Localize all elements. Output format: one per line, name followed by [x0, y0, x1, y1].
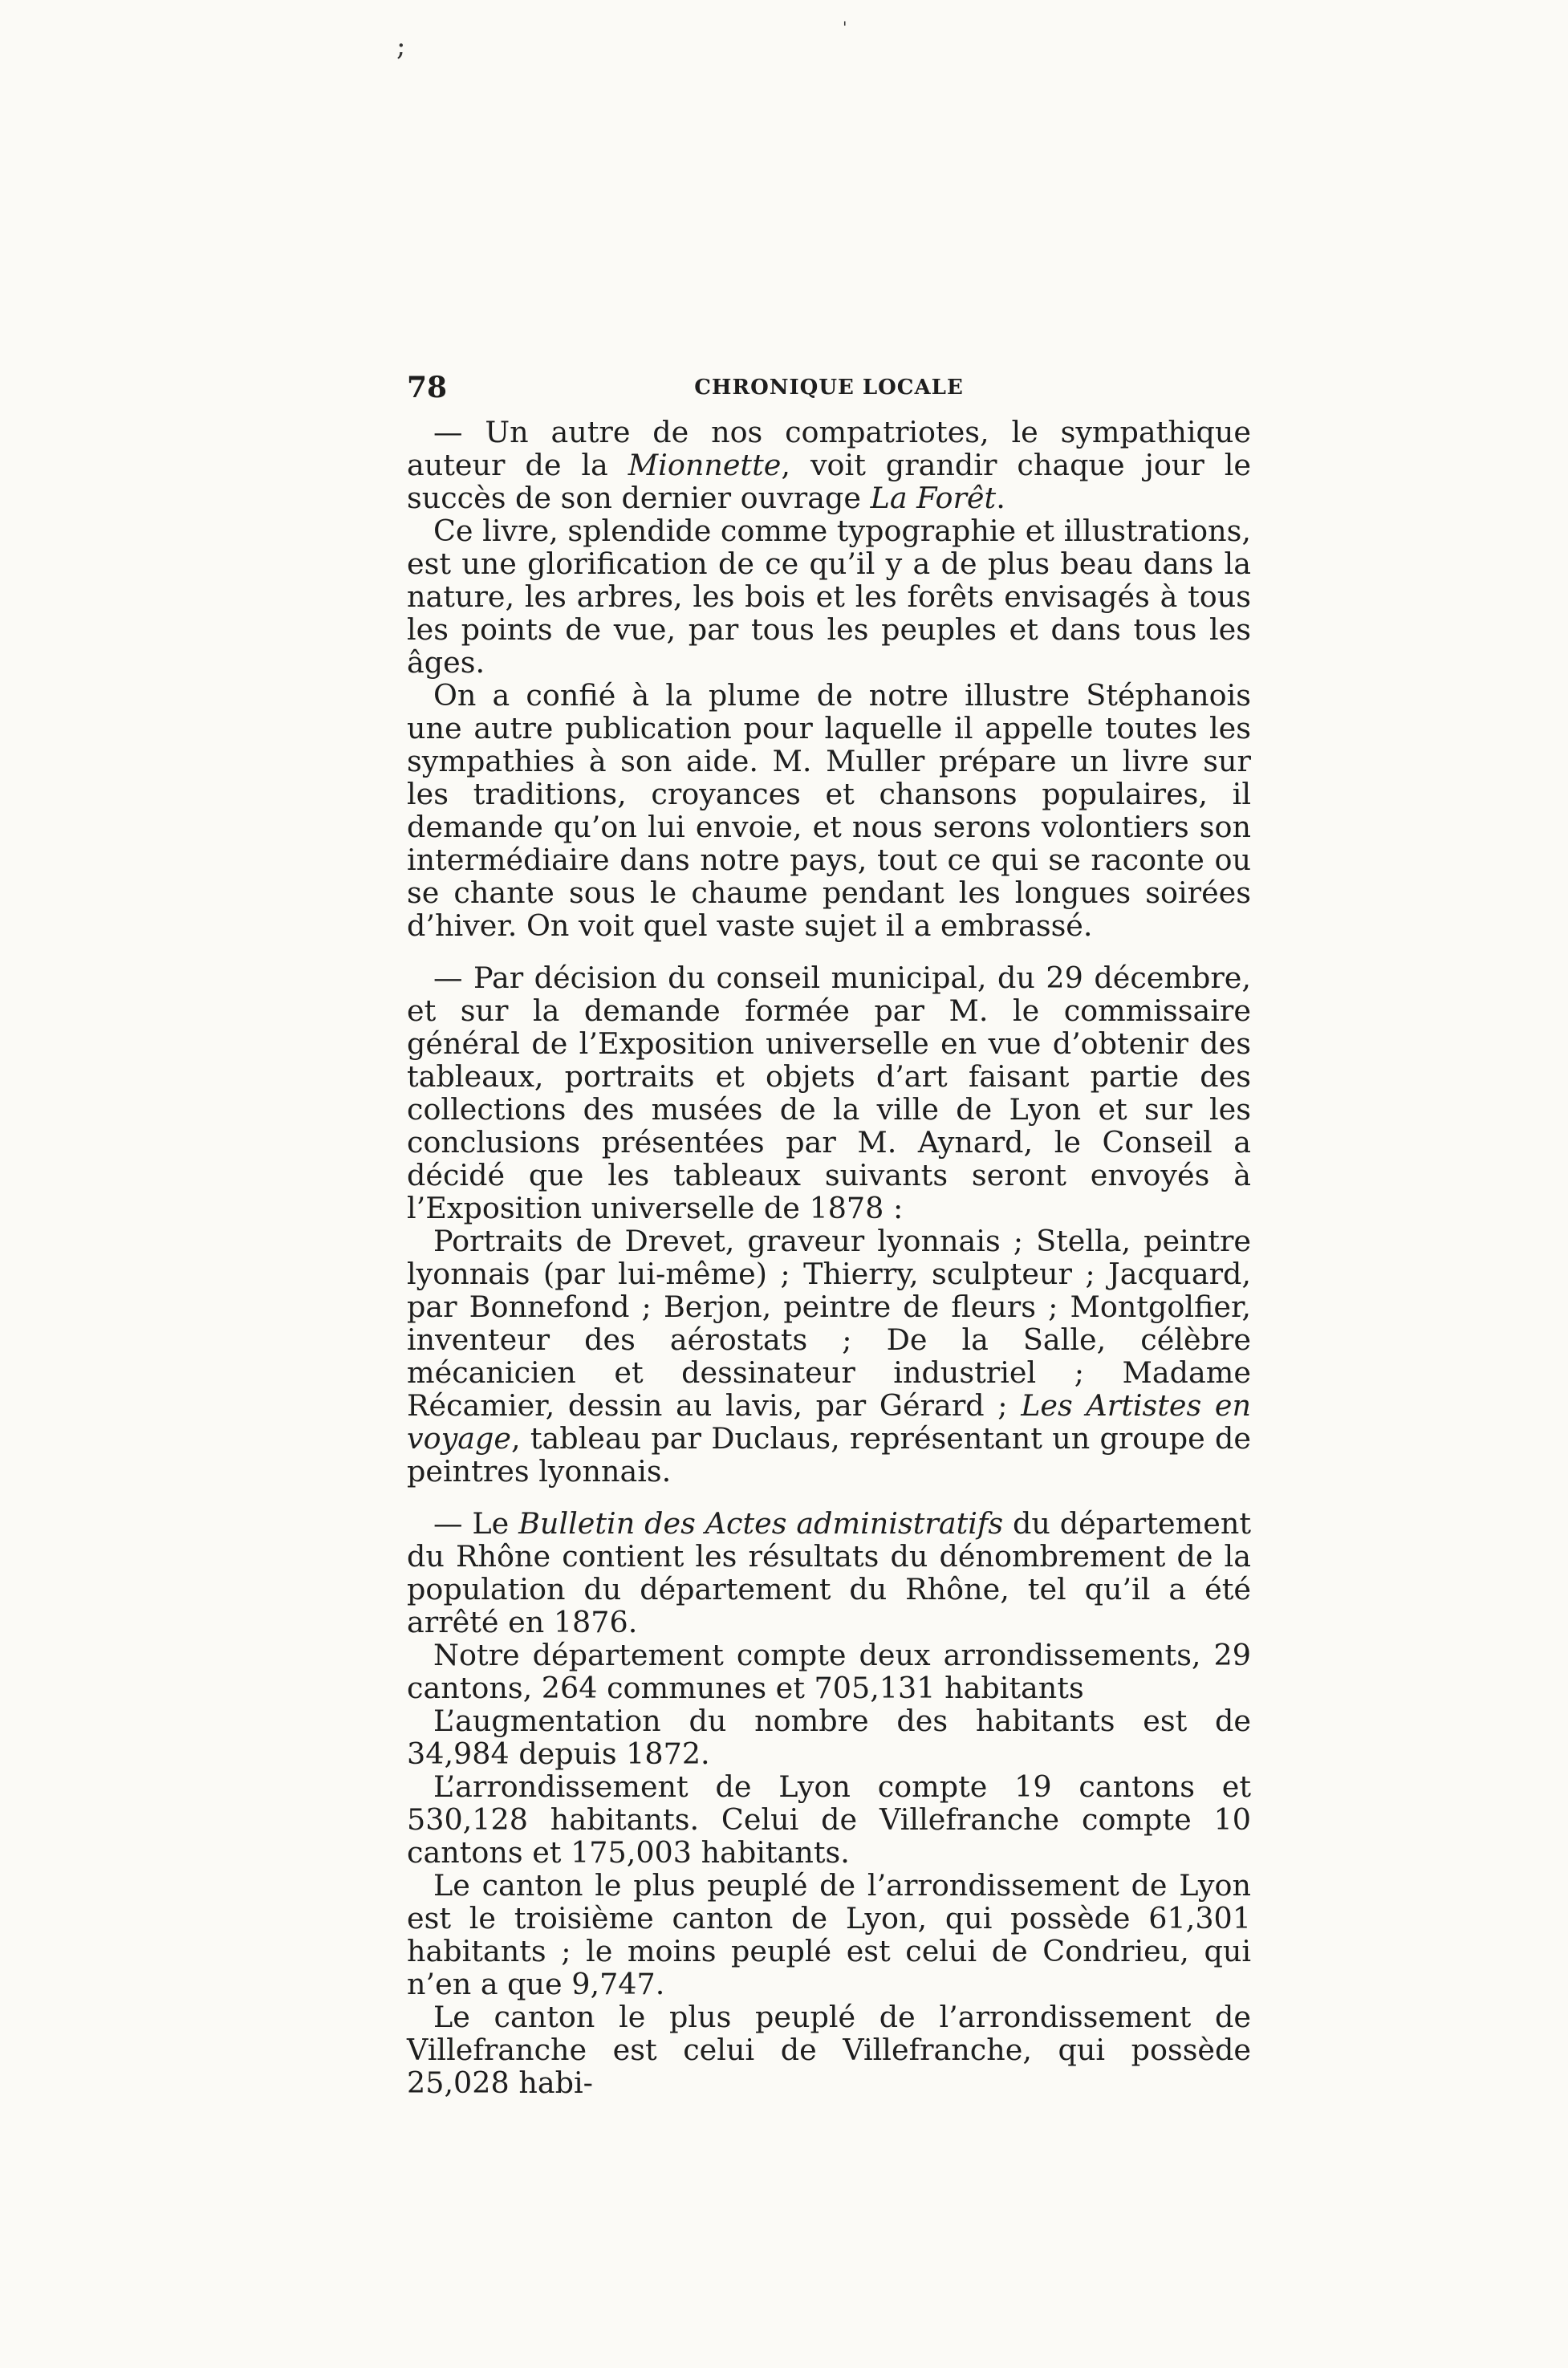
page-speck: ; [396, 30, 406, 63]
paragraph: Ce livre, splendide comme typographie et illustrations, est une glorification de ce qu’il y a de plus beau dans la nature, les arbres, les bois et les forêts envisagés à tous les points de vue, par tous les peuples et dans tous les âges. [407, 514, 1251, 680]
paragraph: Le canton le plus peuplé de l’arrondissement de Villefranche est celui de Villefranche, qui possède 25,028 habi- [407, 2000, 1251, 2100]
paragraph: Le canton le plus peuplé de l’arrondissement de Lyon est le troisième canton de Lyon, qui possède 61,301 habitants ; le moins peuplé est celui de Condrieu, qui n’en a que 9,747. [407, 1868, 1251, 2001]
page-header [407, 371, 1251, 406]
paragraph: — Un autre de nos compatriotes, le sympathique auteur de la Mionnette, voit grandir chaque jour le succès de son dernier ouvrage La Forêt. [407, 415, 1252, 515]
running-head: CHRONIQUE LOCALE [694, 376, 964, 400]
paragraph: Portraits de Drevet, graveur lyonnais ; Stella, peintre lyonnais (par lui-même) ; Thierry, sculpteur ; Jacquard, par Bonnefond ; Berjon, peintre de fleurs ; Montgolfier, inventeur des aérostats ; De la Salle, célèbre mécanicien et dessinateur industriel ; Madame Récamier, dessin au lavis, par Gérard ; Les Artistes en voyage, tableau par Duclaus, représentant un groupe de peintres lyonnais. [407, 1224, 1251, 1489]
text-column [407, 416, 1251, 2099]
page-speck: ' [843, 18, 847, 37]
paragraph: — Le Bulletin des Actes administratifs du département du Rhône contient les résultats du dénombrement de la population du département du Rhône, tel qu’il a été arrêté en 1876. [407, 1506, 1252, 1639]
paragraph: L’augmentation du nombre des habitants est de 34,984 depuis 1872. [407, 1704, 1251, 1771]
page-number: 78 [407, 371, 448, 404]
paragraph: On a confié à la plume de notre illustre Stéphanois une autre publication pour laquelle il appelle toutes les sympathies à son aide. M. Muller prépare un livre sur les traditions, croyances et chansons populaires, il demande qu’on lui envoie, et nous serons volontiers son intermédiaire dans notre pays, tout ce qui se raconte ou se chante sous le chaume pendant les longues soirées d’hiver. On voit quel vaste sujet il a embrassé. [407, 678, 1251, 943]
paragraph: — Par décision du conseil municipal, du 29 décembre, et sur la demande formée par M. le commissaire général de l’Exposition universelle en vue d’obtenir des tableaux, portraits et objets d’art faisant partie des collections des musées de la ville de Lyon et sur les conclusions présentées par M. Aynard, le Conseil a décidé que les tableaux suivants seront envoyés à l’Exposition universelle de 1878 : [407, 961, 1251, 1225]
paragraph: L’arrondissement de Lyon compte 19 cantons et 530,128 habitants. Celui de Villefranche compte 10 cantons et 175,003 habitants. [407, 1769, 1251, 1870]
paragraph: Notre département compte deux arrondissements, 29 cantons, 264 communes et 705,131 habitants [407, 1638, 1251, 1705]
